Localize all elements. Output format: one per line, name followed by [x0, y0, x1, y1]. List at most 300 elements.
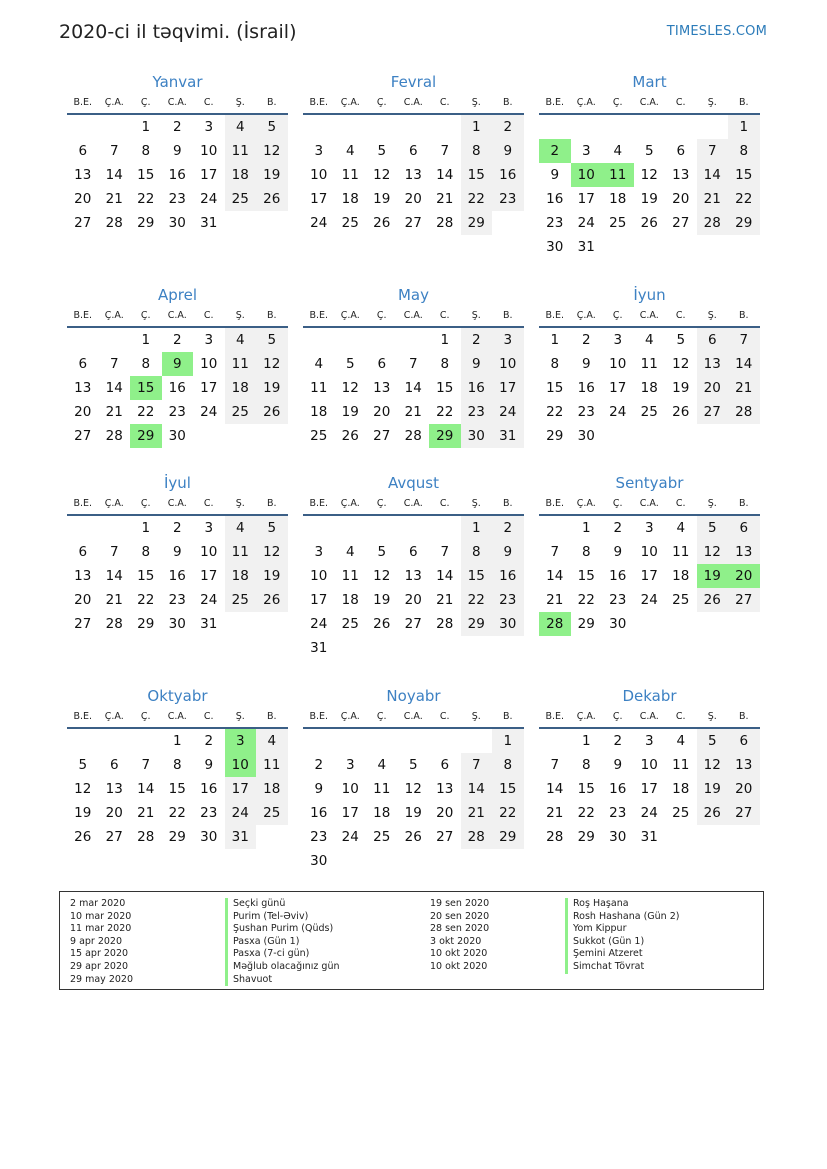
empty-cell: [697, 115, 729, 139]
empty-cell: [67, 328, 99, 352]
day-cell: 16: [310, 805, 328, 821]
month-name: May: [397, 286, 429, 304]
month-8: [303, 472, 524, 660]
day-cell: 27: [74, 616, 92, 632]
day-cell: 28: [461, 825, 493, 849]
holiday-day: 2: [539, 139, 571, 163]
legend-date: 3 okt 2020: [430, 935, 482, 947]
day-cell: 3: [204, 332, 214, 348]
day-cell: 5: [408, 757, 418, 773]
day-cell: 8: [550, 356, 560, 372]
weekday-label: B.E.: [545, 711, 565, 722]
weekday-header: [539, 707, 760, 729]
weekday-label: C.: [203, 498, 214, 509]
day-cell: 24: [200, 592, 218, 608]
day-cell: 29: [137, 215, 155, 231]
day-cell: 15: [461, 564, 493, 588]
month-2: [303, 71, 524, 235]
day-cell: 18: [341, 191, 359, 207]
day-cell: 6: [78, 544, 88, 560]
day-cell: 14: [461, 777, 493, 801]
day-cell: 12: [404, 781, 422, 797]
day-cell: 9: [204, 757, 214, 773]
day-cell: 18: [310, 404, 328, 420]
weekday-label: C.A.: [403, 498, 423, 509]
day-cell: 10: [200, 544, 218, 560]
day-cell: 4: [345, 143, 355, 159]
day-cell: 6: [78, 143, 88, 159]
weekday-label: Ş.: [707, 711, 717, 722]
day-cell: 28: [546, 829, 564, 845]
weekday-label: Ç.A.: [576, 310, 596, 321]
empty-cell: [461, 729, 493, 753]
day-cell: 6: [408, 143, 418, 159]
month-name: Noyabr: [386, 687, 441, 705]
day-cell: 21: [546, 592, 564, 608]
day-cell: 27: [672, 215, 690, 231]
day-cell: 8: [440, 356, 450, 372]
day-cell: 26: [74, 829, 92, 845]
weekday-label: B.E.: [309, 498, 329, 509]
day-cell: 12: [256, 352, 288, 376]
day-cell: 3: [581, 143, 591, 159]
weekday-header: [67, 707, 288, 729]
day-cell: 11: [672, 544, 690, 560]
month-3: [539, 71, 760, 259]
day-cell: 1: [172, 733, 182, 749]
day-cell: 22: [168, 805, 186, 821]
day-cell: 26: [404, 829, 422, 845]
weekday-label: C.A.: [639, 310, 659, 321]
day-cell: 7: [550, 544, 560, 560]
day-cell: 5: [644, 143, 654, 159]
day-cell: 5: [697, 729, 729, 753]
weekday-label: C.: [439, 498, 450, 509]
legend-date: 20 sen 2020: [430, 910, 490, 922]
day-cell: 23: [200, 805, 218, 821]
month-name: Sentyabr: [615, 474, 684, 492]
month-10: [67, 685, 288, 849]
legend-holiday-name: Məğlub olacağınız gün: [225, 961, 340, 974]
day-cell: 15: [546, 380, 564, 396]
day-cell: 26: [640, 215, 658, 231]
day-cell: 2: [613, 733, 623, 749]
day-cell: 23: [168, 592, 186, 608]
weekday-header: [67, 93, 288, 115]
day-cell: 8: [141, 544, 151, 560]
weekday-label: Ç.A.: [576, 498, 596, 509]
day-cell: 3: [204, 119, 214, 135]
day-cell: 6: [78, 356, 88, 372]
weekday-label: C.A.: [403, 97, 423, 108]
weekday-label: Ç.: [376, 97, 387, 108]
day-cell: 24: [200, 404, 218, 420]
day-cell: 27: [436, 829, 454, 845]
day-cell: 2: [492, 115, 524, 139]
empty-cell: [67, 115, 99, 139]
month-name: Aprel: [157, 286, 198, 304]
day-cell: 19: [256, 564, 288, 588]
day-grid: [303, 729, 524, 873]
day-cell: 21: [105, 404, 123, 420]
weekday-label: C.: [203, 97, 214, 108]
empty-cell: [99, 729, 131, 753]
day-cell: 7: [728, 328, 760, 352]
weekday-label: Ş.: [235, 711, 245, 722]
day-cell: 1: [581, 733, 591, 749]
day-cell: 23: [609, 805, 627, 821]
weekday-label: Ş.: [707, 310, 717, 321]
day-cell: 14: [137, 781, 155, 797]
day-cell: 15: [137, 167, 155, 183]
day-cell: 31: [225, 825, 257, 849]
weekday-label: B.E.: [545, 310, 565, 321]
weekday-label: Ş.: [707, 498, 717, 509]
day-grid: [67, 328, 288, 448]
day-cell: 12: [74, 781, 92, 797]
day-cell: 14: [105, 568, 123, 584]
day-cell: 4: [676, 520, 686, 536]
legend-date: 10 mar 2020: [70, 910, 132, 922]
weekday-label: C.: [203, 711, 214, 722]
weekday-header: [67, 306, 288, 328]
day-cell: 24: [225, 801, 257, 825]
empty-cell: [602, 115, 634, 139]
day-cell: 22: [137, 191, 155, 207]
day-cell: 28: [105, 215, 123, 231]
day-cell: 12: [697, 753, 729, 777]
day-cell: 17: [310, 592, 328, 608]
day-cell: 20: [74, 191, 92, 207]
day-cell: 25: [310, 428, 328, 444]
weekday-label: C.A.: [639, 498, 659, 509]
day-grid: [67, 729, 288, 849]
day-cell: 31: [577, 239, 595, 255]
weekday-label: C.: [439, 310, 450, 321]
day-cell: 15: [168, 781, 186, 797]
month-name: İyul: [164, 474, 191, 492]
day-cell: 17: [577, 191, 595, 207]
holiday-day: 19: [697, 564, 729, 588]
weekday-label: B.: [738, 97, 749, 108]
day-cell: 19: [256, 376, 288, 400]
day-cell: 15: [492, 777, 524, 801]
weekday-label: Ç.A.: [340, 711, 360, 722]
legend-date: 11 mar 2020: [70, 923, 132, 935]
day-cell: 30: [168, 616, 186, 632]
day-cell: 24: [341, 829, 359, 845]
day-cell: 5: [697, 516, 729, 540]
day-cell: 11: [341, 167, 359, 183]
weekday-label: Ş.: [235, 97, 245, 108]
day-cell: 26: [373, 616, 391, 632]
day-cell: 14: [404, 380, 422, 396]
day-cell: 13: [74, 568, 92, 584]
empty-cell: [571, 115, 603, 139]
day-cell: 15: [728, 163, 760, 187]
weekday-label: C.A.: [167, 711, 187, 722]
day-cell: 28: [105, 428, 123, 444]
weekday-label: Ş.: [471, 97, 481, 108]
legend-date: 29 apr 2020: [70, 960, 129, 972]
empty-cell: [539, 729, 571, 753]
day-cell: 27: [728, 588, 760, 612]
legend-date: 28 sen 2020: [430, 923, 490, 935]
day-cell: 2: [492, 516, 524, 540]
month-name: İyun: [633, 286, 666, 304]
weekday-label: C.A.: [167, 310, 187, 321]
day-cell: 5: [676, 332, 686, 348]
weekday-label: Ç.A.: [576, 97, 596, 108]
day-cell: 19: [672, 380, 690, 396]
day-cell: 9: [492, 540, 524, 564]
legend-holiday-name: Shavuot: [225, 974, 340, 987]
weekday-label: B.: [738, 498, 749, 509]
holiday-day: 10: [225, 753, 257, 777]
day-cell: 29: [461, 612, 493, 636]
page-title: 2020-ci il təqvimi. (İsrail): [59, 21, 297, 43]
weekday-label: Ç.A.: [340, 310, 360, 321]
day-cell: 3: [492, 328, 524, 352]
day-cell: 17: [640, 781, 658, 797]
day-cell: 25: [609, 215, 627, 231]
day-cell: 14: [728, 352, 760, 376]
empty-cell: [398, 328, 430, 352]
empty-cell: [634, 115, 666, 139]
day-cell: 14: [105, 167, 123, 183]
day-cell: 26: [256, 187, 288, 211]
day-cell: 17: [609, 380, 627, 396]
weekday-label: Ç.A.: [104, 498, 124, 509]
day-cell: 30: [461, 424, 493, 448]
day-cell: 17: [200, 167, 218, 183]
legend-holiday-name: Şushan Purim (Qüds): [225, 923, 340, 936]
weekday-label: C.A.: [167, 498, 187, 509]
weekday-label: B.: [738, 310, 749, 321]
day-cell: 25: [640, 404, 658, 420]
holiday-day: 15: [130, 376, 162, 400]
day-cell: 9: [314, 781, 324, 797]
month-name: Mart: [632, 73, 667, 91]
day-cell: 14: [436, 167, 454, 183]
day-cell: 14: [546, 568, 564, 584]
empty-cell: [539, 115, 571, 139]
empty-cell: [366, 729, 398, 753]
weekday-label: B.E.: [73, 711, 93, 722]
day-cell: 4: [345, 544, 355, 560]
day-cell: 17: [341, 805, 359, 821]
day-cell: 27: [728, 801, 760, 825]
weekday-label: B.E.: [309, 310, 329, 321]
day-cell: 21: [105, 592, 123, 608]
day-grid: [303, 516, 524, 660]
day-cell: 23: [168, 404, 186, 420]
day-cell: 24: [577, 215, 595, 231]
legend-holiday-name: Pasxa (Gün 1): [225, 936, 340, 949]
weekday-header: [539, 306, 760, 328]
day-cell: 24: [200, 191, 218, 207]
legend-date: 9 apr 2020: [70, 935, 123, 947]
day-cell: 4: [644, 332, 654, 348]
legend-holiday-name: Şemini Atzeret: [565, 948, 679, 961]
day-cell: 26: [697, 801, 729, 825]
empty-cell: [335, 115, 367, 139]
day-cell: 11: [225, 139, 257, 163]
empty-cell: [398, 516, 430, 540]
day-cell: 26: [256, 400, 288, 424]
day-cell: 21: [404, 404, 422, 420]
weekday-label: C.: [675, 310, 686, 321]
weekday-label: B.E.: [73, 498, 93, 509]
legend-dates-left: [70, 898, 133, 986]
day-grid: [303, 115, 524, 235]
day-cell: 10: [200, 356, 218, 372]
day-cell: 22: [137, 404, 155, 420]
day-cell: 13: [105, 781, 123, 797]
day-cell: 4: [225, 115, 257, 139]
day-cell: 5: [256, 115, 288, 139]
day-cell: 17: [200, 568, 218, 584]
day-cell: 28: [137, 829, 155, 845]
day-cell: 9: [550, 167, 560, 183]
day-cell: 4: [377, 757, 387, 773]
day-cell: 18: [341, 592, 359, 608]
empty-cell: [335, 328, 367, 352]
day-cell: 25: [672, 592, 690, 608]
day-cell: 14: [546, 781, 564, 797]
day-cell: 13: [728, 540, 760, 564]
day-cell: 1: [440, 332, 450, 348]
day-cell: 27: [404, 616, 422, 632]
day-cell: 20: [404, 191, 422, 207]
day-cell: 11: [256, 753, 288, 777]
day-cell: 23: [577, 404, 595, 420]
holiday-legend: [59, 891, 764, 990]
empty-cell: [429, 729, 461, 753]
weekday-label: Ç.: [140, 711, 151, 722]
empty-cell: [539, 516, 571, 540]
day-cell: 8: [461, 540, 493, 564]
day-cell: 28: [728, 400, 760, 424]
day-cell: 11: [373, 781, 391, 797]
day-cell: 6: [676, 143, 686, 159]
day-cell: 11: [310, 380, 328, 396]
day-cell: 22: [577, 592, 595, 608]
day-grid: [67, 115, 288, 235]
weekday-label: C.A.: [403, 310, 423, 321]
day-cell: 3: [314, 544, 324, 560]
day-cell: 23: [546, 215, 564, 231]
day-cell: 29: [168, 829, 186, 845]
month-6: [539, 284, 760, 448]
weekday-label: Ç.A.: [576, 711, 596, 722]
day-cell: 15: [577, 781, 595, 797]
day-cell: 2: [172, 520, 182, 536]
day-cell: 27: [404, 215, 422, 231]
day-cell: 29: [577, 616, 595, 632]
legend-date: 10 okt 2020: [430, 948, 488, 960]
day-cell: 26: [256, 588, 288, 612]
weekday-label: Ş.: [471, 498, 481, 509]
day-cell: 20: [697, 376, 729, 400]
legend-date: 10 okt 2020: [430, 960, 488, 972]
day-cell: 26: [373, 215, 391, 231]
day-cell: 28: [697, 211, 729, 235]
day-cell: 3: [345, 757, 355, 773]
weekday-label: B.: [502, 97, 513, 108]
day-cell: 4: [225, 516, 257, 540]
day-cell: 21: [461, 801, 493, 825]
day-cell: 13: [74, 167, 92, 183]
day-cell: 9: [613, 757, 623, 773]
day-cell: 3: [204, 520, 214, 536]
weekday-label: Ş.: [471, 310, 481, 321]
day-cell: 16: [577, 380, 595, 396]
day-cell: 23: [492, 187, 524, 211]
day-grid: [539, 115, 760, 259]
day-cell: 2: [172, 332, 182, 348]
day-cell: 25: [225, 187, 257, 211]
day-cell: 7: [461, 753, 493, 777]
weekday-label: Ş.: [471, 711, 481, 722]
weekday-label: Ç.: [376, 711, 387, 722]
day-cell: 11: [672, 757, 690, 773]
legend-holiday-name: Roş Haşana: [565, 898, 679, 911]
weekday-header: [303, 707, 524, 729]
day-cell: 18: [672, 568, 690, 584]
weekday-label: Ç.A.: [104, 97, 124, 108]
brand-link[interactable]: TIMESLES.COM: [666, 24, 767, 39]
day-cell: 21: [697, 187, 729, 211]
day-cell: 11: [341, 568, 359, 584]
day-cell: 7: [440, 143, 450, 159]
day-cell: 22: [492, 801, 524, 825]
day-cell: 18: [609, 191, 627, 207]
day-cell: 14: [105, 380, 123, 396]
day-cell: 11: [225, 352, 257, 376]
weekday-header: [539, 93, 760, 115]
day-cell: 23: [461, 400, 493, 424]
day-cell: 26: [672, 404, 690, 420]
day-cell: 16: [461, 376, 493, 400]
day-cell: 10: [310, 167, 328, 183]
weekday-label: Ç.: [612, 711, 623, 722]
weekday-label: Ç.: [376, 310, 387, 321]
day-cell: 13: [672, 167, 690, 183]
weekday-label: Ş.: [235, 310, 245, 321]
day-cell: 28: [436, 215, 454, 231]
day-cell: 25: [225, 400, 257, 424]
weekday-label: C.: [675, 97, 686, 108]
day-cell: 1: [141, 332, 151, 348]
day-cell: 9: [172, 544, 182, 560]
holiday-day: 28: [539, 612, 571, 636]
day-cell: 16: [609, 568, 627, 584]
day-cell: 15: [461, 163, 493, 187]
day-cell: 22: [137, 592, 155, 608]
day-cell: 13: [404, 167, 422, 183]
empty-cell: [335, 516, 367, 540]
day-cell: 6: [440, 757, 450, 773]
day-cell: 28: [105, 616, 123, 632]
holiday-day: 9: [162, 352, 194, 376]
day-cell: 22: [546, 404, 564, 420]
day-cell: 23: [310, 829, 328, 845]
holiday-day: 29: [429, 424, 461, 448]
month-7: [67, 472, 288, 636]
day-cell: 6: [728, 729, 760, 753]
day-cell: 1: [141, 520, 151, 536]
